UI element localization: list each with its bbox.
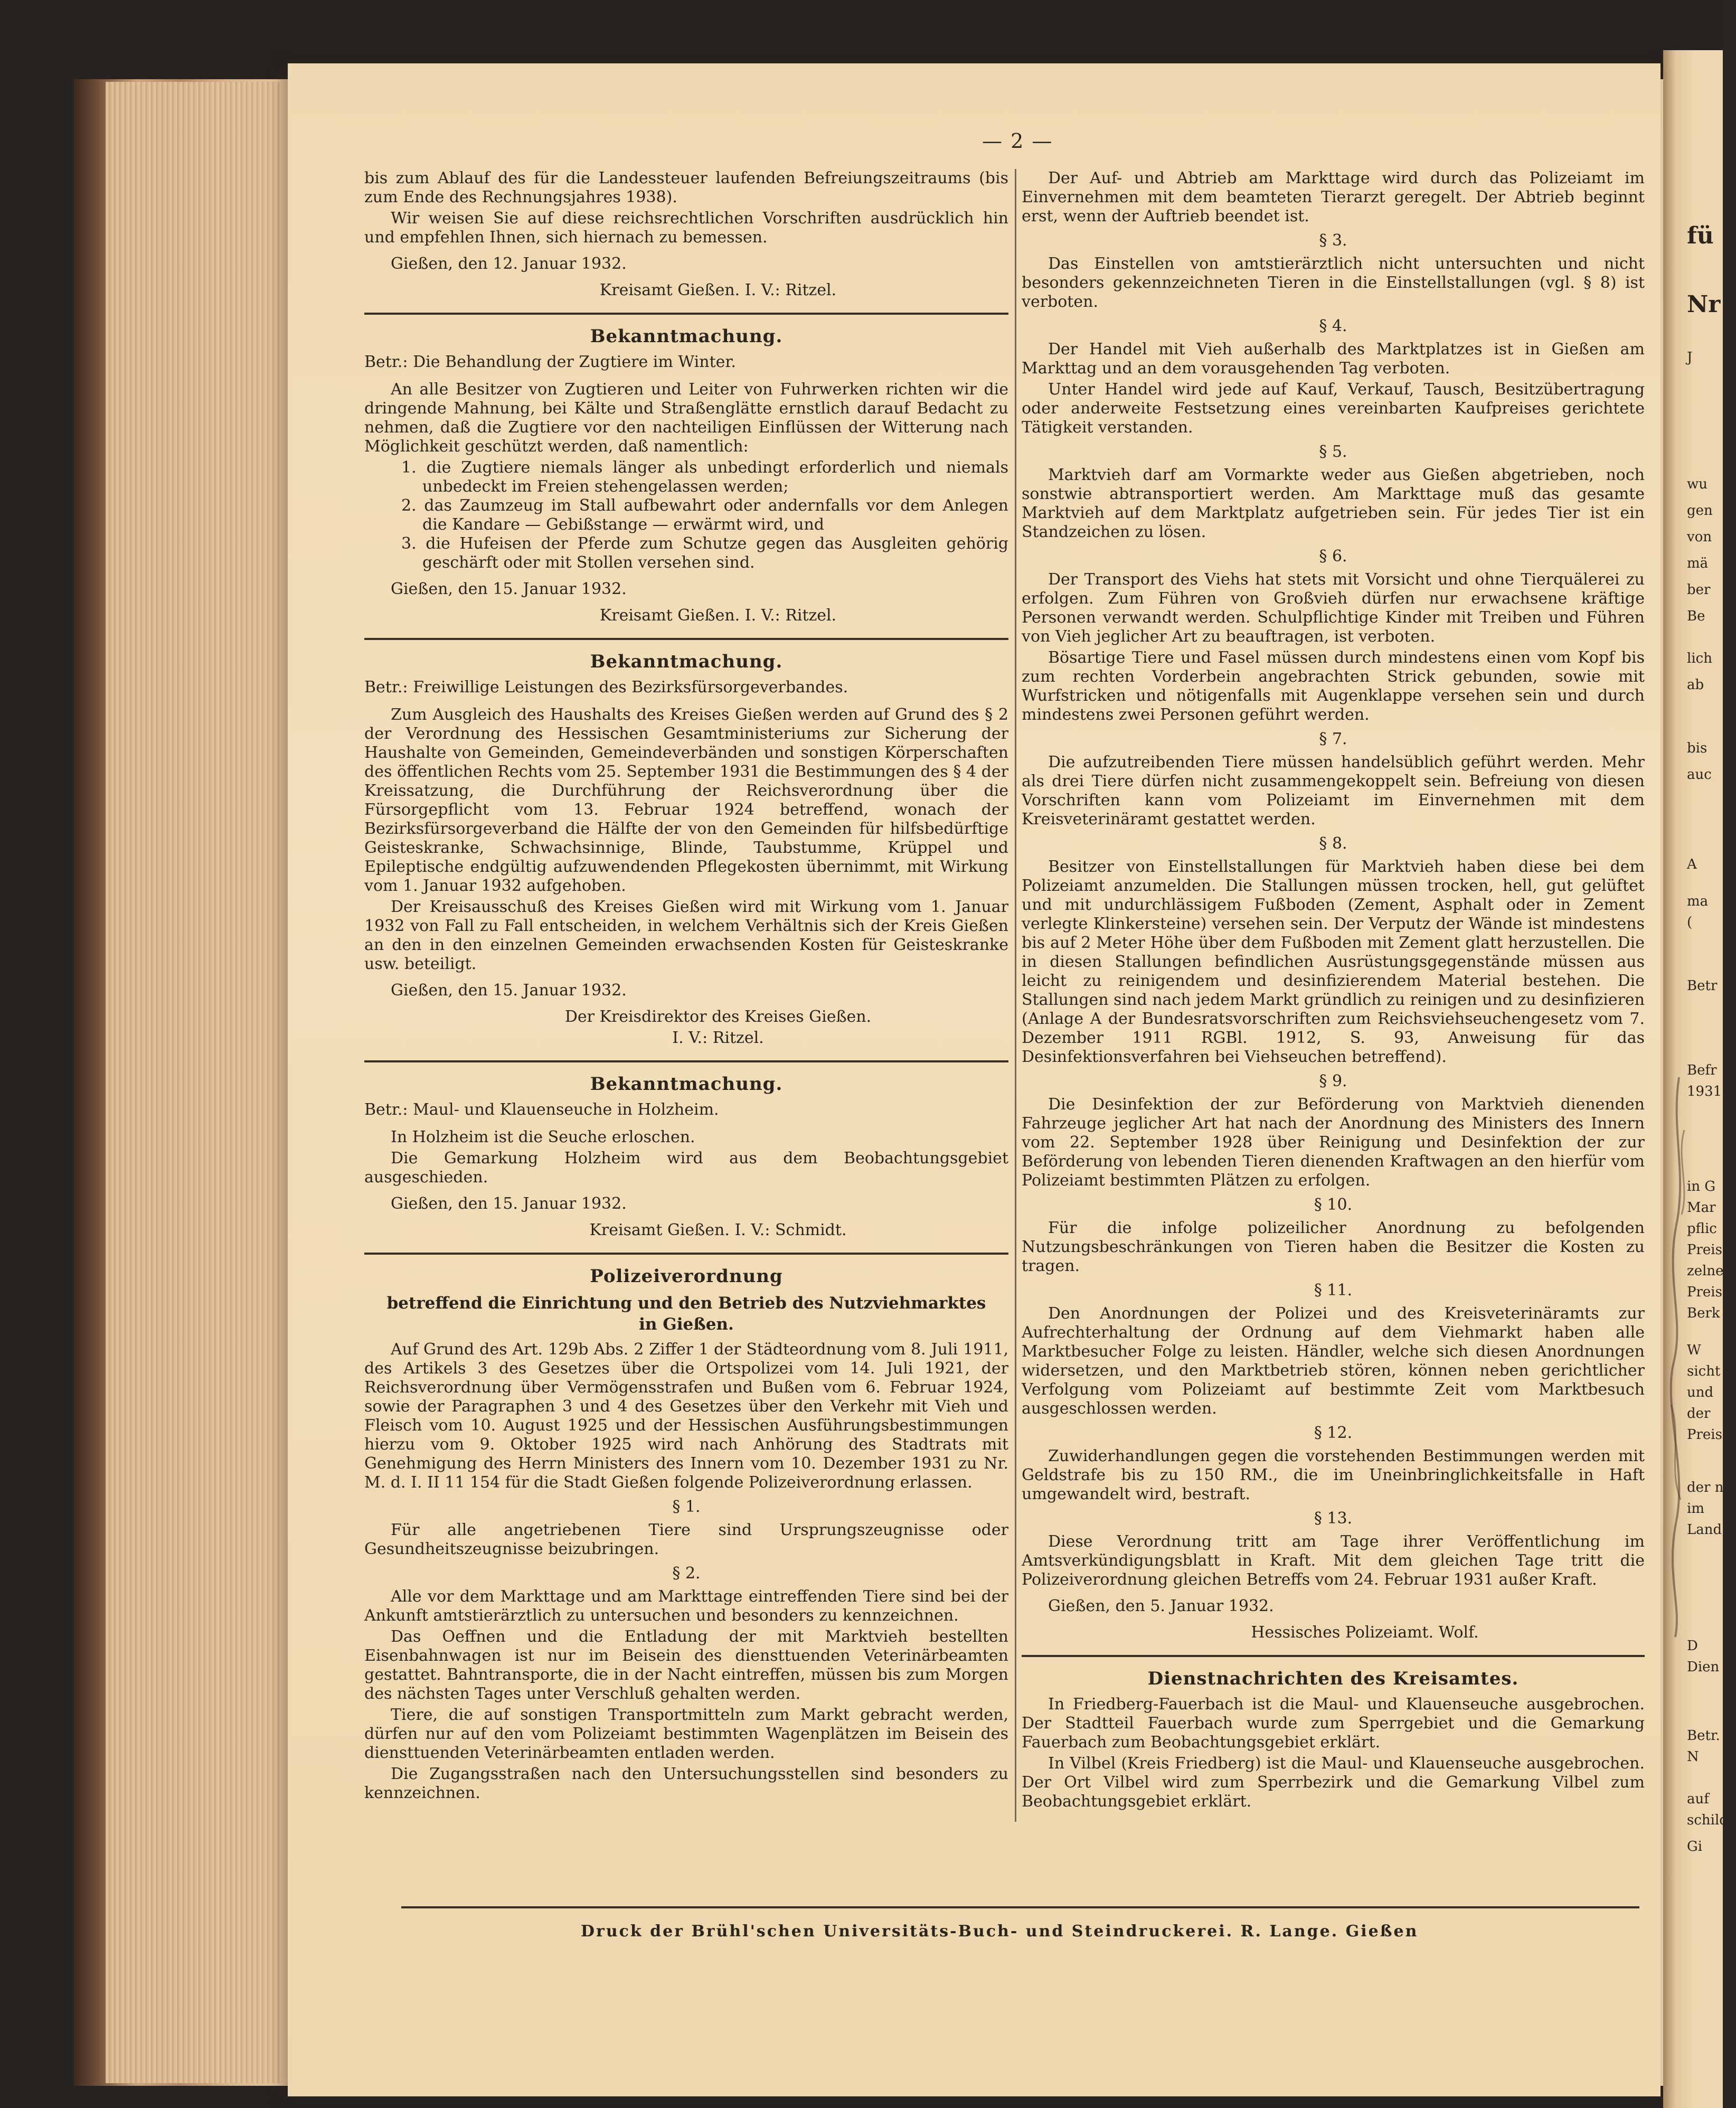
section-text: Tiere, die auf sonstigen Transportmitteln zum Markt gebracht werden, dürfen nur auf den vom Polizeiamt bestimmten Wagenplätzen im Beisein des diensttuenden Veterinärbeamten entladen werden. bbox=[364, 1706, 1008, 1762]
notice-signature: Kreisamt Gießen. I. V.: Ritzel. bbox=[599, 281, 837, 299]
next-page-fragment: Berk bbox=[1687, 1305, 1720, 1321]
next-page-fragment: zelne bbox=[1687, 1263, 1724, 1279]
section-number: § 7. bbox=[1319, 730, 1347, 748]
next-page-fragment: D bbox=[1687, 1638, 1698, 1654]
next-page-fragment: ma bbox=[1687, 893, 1709, 909]
next-page-fragment: Preis bbox=[1687, 1242, 1722, 1258]
notice-paragraph: An alle Besitzer von Zugtieren und Leiter von Fuhrwerken richten wir die dringende Mahnung, bei Kälte und Straßenglätte ernstlich darauf Bedacht zu nehmen, daß die Zugtiere vor den nachteiligen Einflüssen der Witterung nach Möglichkeit geschützt werden, daß namentlich: bbox=[364, 380, 1008, 456]
notice-fuersorge bbox=[364, 651, 1008, 1048]
next-page-fragment: fü bbox=[1687, 222, 1714, 249]
notice-subject: Betr.: Maul- und Klauenseuche in Holzheim. bbox=[364, 1100, 719, 1119]
section-number: § 8. bbox=[1319, 834, 1347, 853]
left-column bbox=[364, 169, 1008, 1805]
section-number: § 1. bbox=[672, 1498, 701, 1516]
notice-date: Gießen, den 15. Januar 1932. bbox=[391, 1194, 627, 1213]
section-text: Den Anordnungen der Polizei und des Kreisveterinäramts zur Aufrechterhaltung der Ordnung auf dem Viehmarkt haben alle Marktbesucher Folge zu leisten. Händler, welche sich diesen Anordnungen widersetzen, und den Marktbetrieb stören, können neben gerichtlicher Verfolgung vom Polizeiamt auf bestimmte Zeit vom Marktbesuch ausgeschlossen werden. bbox=[1022, 1304, 1645, 1418]
right-column bbox=[1022, 169, 1645, 1813]
section-text: Diese Verordnung tritt am Tage ihrer Veröffentlichung im Amtsverkündigungsblatt in Kraft. Mit dem gleichen Tage tritt die Polizeiverordnung gleichen Betreffs vom 24. Februar 1931 außer Kraft. bbox=[1022, 1532, 1645, 1589]
section-text: Die Zugangsstraßen nach den Untersuchungsstellen sind besonders zu kennzeichnen. bbox=[364, 1765, 1008, 1802]
page-edges-stack bbox=[106, 82, 280, 2083]
ordinance-date: Gießen, den 5. Januar 1932. bbox=[1048, 1597, 1274, 1615]
list-item: 2. das Zaumzeug im Stall aufbewahrt oder andernfalls vor dem Anlegen die Kandare — Gebißstange — erwärmt wird, und bbox=[401, 496, 1008, 534]
next-page-fragment: W bbox=[1687, 1342, 1701, 1358]
section-text: Marktvieh darf am Vormarkte weder aus Gießen abgetrieben, noch sonstwie abtransportiert werden. Am Markttage muß das gesamte Marktvieh auf dem Marktplatz aufgetrieben sein. Für jedes Tier ist ein Standzeichen zu lösen. bbox=[1022, 466, 1645, 541]
section-divider bbox=[364, 1253, 1008, 1255]
ordinance-signature: Hessisches Polizeiamt. Wolf. bbox=[1251, 1623, 1479, 1642]
notice-heading: Bekanntmachung. bbox=[590, 326, 783, 347]
next-page-fragment: Betr. bbox=[1687, 1728, 1720, 1744]
ordinance-subheading: betreffend die Einrichtung und den Betrieb des Nutzviehmarktes bbox=[386, 1294, 986, 1313]
next-page-fragment: Be bbox=[1687, 608, 1705, 624]
ordinance-preamble: Auf Grund des Art. 129b Abs. 2 Ziffer 1 der Städteordnung vom 8. Juli 1911, des Artikels 3 des Gesetzes über die Ortspolizei vom 14. Juli 1921, der Reichsverordnung über Vermögensstrafen und Bußen vom 6. Februar 1924, sowie der Paragraphen 3 und 4 des Gesetzes über den Verkehr mit Vieh und Fleisch vom 10. August 1925 und der Hessischen Ausführungsbestimmungen hierzu vom 9. Oktober 1925 wird nach Anhörung des Stadtrats mit Genehmigung des Herrn Ministers des Innern vom 10. Dezember 1931 zu Nr. M. d. I. II 11 154 für die Stadt Gießen folgende Polizeiverordnung erlassen. bbox=[364, 1340, 1008, 1492]
section-text: Alle vor dem Markttage und am Markttage eintreffenden Tiere sind bei der Ankunft amtstierärztlich zu untersuchen und besonders zu kennzeichnen. bbox=[364, 1587, 1008, 1625]
section-text: Das Einstellen von amtstierärztlich nicht untersuchten und nicht besonders gekennzeichneten Tieren in die Einstellstallungen (vgl. § 8) ist verboten. bbox=[1022, 255, 1645, 311]
notice-seuche bbox=[364, 1073, 1008, 1240]
next-page-fragment: der bbox=[1687, 1406, 1711, 1422]
notice-signature: Der Kreisdirektor des Kreises Gießen. bbox=[564, 1008, 872, 1026]
next-page-fragment: der n bbox=[1687, 1480, 1724, 1495]
next-page-fragment: schilde bbox=[1687, 1812, 1736, 1828]
next-page-fragment: gen bbox=[1687, 503, 1713, 519]
intro-paragraph: Wir weisen Sie auf diese reichsrechtlichen Vorschriften ausdrücklich hin und empfehlen Ihnen, sich hiernach zu bemessen. bbox=[364, 209, 1008, 247]
section-number: § 2. bbox=[672, 1564, 701, 1583]
next-page-fragment: N bbox=[1687, 1749, 1699, 1765]
next-page-fragment: von bbox=[1687, 529, 1712, 545]
column-divider bbox=[1015, 169, 1016, 1822]
section-text: Die Desinfektion der zur Beförderung von Marktvieh dienenden Fahrzeuge jeglicher Art hat nach der Anordnung des Ministers des Innern vom 22. September 1928 über Reinigung und Desinfektion der zur Beförderung von lebenden Tieren dienenden Kraftwagen an den hierfür vom Polizeiamt bestimmten Plätzen zu erfolgen. bbox=[1022, 1095, 1645, 1190]
next-page-fragment: bis bbox=[1687, 740, 1707, 756]
notice-subject: Betr.: Die Behandlung der Zugtiere im Winter. bbox=[364, 353, 736, 371]
next-page-fragment: Preis bbox=[1687, 1284, 1722, 1300]
ordinance-subheading: in Gießen. bbox=[639, 1315, 734, 1334]
section-text: Die aufzutreibenden Tiere müssen handelsüblich geführt werden. Mehr als drei Tiere dürfen nicht zusammengekoppelt sein. Befreiung von diesen Vorschriften kann vom Polizeiamt im Einvernehmen mit dem Kreisveterinäramt gestattet werden. bbox=[1022, 753, 1645, 829]
next-page-fragment: J bbox=[1687, 350, 1693, 365]
section-number: § 5. bbox=[1319, 443, 1347, 461]
notice-signature: Kreisamt Gießen. I. V.: Schmidt. bbox=[589, 1221, 847, 1239]
page-number: — 2 — bbox=[982, 129, 1053, 153]
section-number: § 12. bbox=[1314, 1424, 1353, 1442]
next-page-fragment: sicht bbox=[1687, 1363, 1721, 1379]
section-number: § 13. bbox=[1314, 1509, 1353, 1528]
next-page-fragment: Dien bbox=[1687, 1659, 1720, 1675]
next-page-fragment: und bbox=[1687, 1385, 1714, 1400]
section-divider bbox=[364, 1060, 1008, 1062]
list-item: 3. die Hufeisen der Pferde zum Schutze gegen das Ausgleiten gehörig geschärft oder mit Stollen versehen sind. bbox=[401, 534, 1008, 572]
handwritten-marginal-note bbox=[1660, 1067, 1697, 1648]
section-text: Der Transport des Viehs hat stets mit Vorsicht und ohne Tierquälerei zu erfolgen. Zum Führen von Großvieh dürfen nur erwachsene kräftige Personen verwandt werden. Schulpflichtige Kinder mit Treiben und Führen von Vieh jeglicher Art zu beauftragen, ist verboten. bbox=[1022, 570, 1645, 646]
next-page-fragment: in G bbox=[1687, 1179, 1716, 1194]
section-number: § 6. bbox=[1319, 547, 1347, 566]
next-page-fragment: Betr bbox=[1687, 978, 1718, 994]
section-number: § 9. bbox=[1319, 1072, 1347, 1090]
section-divider bbox=[1022, 1655, 1645, 1657]
notice-date: Gießen, den 15. Januar 1932. bbox=[391, 981, 627, 1000]
section-text: Besitzer von Einstellstallungen für Marktvieh haben diese bei dem Polizeiamt anzumelden. Die Stallungen müssen trocken, hell, gut gelüftet und mit undurchlässigem Fußboden (Zement, Asphalt oder in Zement verlegte Klinkersteine) versehen sein. Der Verputz der Wände ist mindestens bis auf 2 Meter Höhe über dem Fußboden mit Zement glatt herzustellen. Die in diesen Stallungen befindlichen Ausrüstungsgegenstände müssen aus leicht zu reinigendem und desinfizierendem Material bestehen. Die Stallungen sind nach jedem Markt gründlich zu reinigen und zu desinfizieren (Anlage A der Bundesratsvorschriften zum Reichsviehseuchengesetz vom 7. Dezember 1911 RGBl. 1912, S. 93, Anweisung für das Desinfektionsverfahren bei Viehseuchen betreffend). bbox=[1022, 858, 1645, 1066]
notice-date: Gießen, den 12. Januar 1932. bbox=[391, 255, 627, 273]
police-ordinance bbox=[364, 1265, 1008, 1803]
section-divider bbox=[364, 638, 1008, 640]
list-item: 1. die Zugtiere niemals länger als unbedingt erforderlich und niemals unbedeckt im Freien stehengelassen werden; bbox=[401, 458, 1008, 496]
service-news-heading: Dienstnachrichten des Kreisamtes. bbox=[1147, 1668, 1519, 1689]
notice-paragraph: In Holzheim ist die Seuche erloschen. bbox=[391, 1128, 695, 1146]
ordinance-heading: Polizeiverordnung bbox=[590, 1266, 783, 1287]
section-number: § 10. bbox=[1314, 1196, 1353, 1214]
imprint-divider bbox=[401, 1906, 1639, 1908]
section-text: Für alle angetriebenen Tiere sind Ursprungszeugnisse oder Gesundheitszeugnisse beizubringen. bbox=[364, 1521, 1008, 1558]
next-page-fragment: Nr bbox=[1687, 291, 1721, 318]
next-page-fragment: Gi bbox=[1687, 1839, 1703, 1855]
next-page-fragment: mä bbox=[1687, 556, 1709, 571]
section-divider bbox=[364, 313, 1008, 315]
section-number: § 4. bbox=[1319, 317, 1347, 335]
next-page-fragment: ber bbox=[1687, 582, 1711, 598]
next-page-fragment: 1931 bbox=[1687, 1084, 1722, 1099]
printer-imprint: Druck der Brühl'schen Universitäts-Buch- und Steindruckerei. R. Lange. Gießen bbox=[581, 1922, 1419, 1941]
section-text: Bösartige Tiere und Fasel müssen durch mindestens einen vom Kopf bis zum rechten Vorderbein angebrachten Strick gebunden, sowie mit Wurfstricken und nötigenfalls mit Augenklappe versehen sein und durch mindestens zwei Personen geführt werden. bbox=[1022, 648, 1645, 724]
section-text: Zuwiderhandlungen gegen die vorstehenden Bestimmungen werden mit Geldstrafe bis zu 150 RM., die im Uneinbringlichkeitsfalle in Haft umgewandelt wird, bestraft. bbox=[1022, 1447, 1645, 1503]
service-news-paragraph: In Vilbel (Kreis Friedberg) ist die Maul- und Klauenseuche ausgebrochen. Der Ort Vilbel wird zum Sperrbezirk und die Gemarkung Vilbel zum Beobachtungsgebiet erklärt. bbox=[1022, 1754, 1645, 1811]
section-text: Das Oeffnen und die Entladung der mit Marktvieh bestellten Eisenbahnwagen ist nur im Beisein des diensttuenden Veterinärbeamten gestattet. Bahntransporte, die in der Nacht eintreffen, müssen bis zum Morgen des nächsten Tages unter Verschluß gehalten werden. bbox=[364, 1627, 1008, 1703]
next-page-fragment: Mar bbox=[1687, 1200, 1716, 1216]
section-number: § 11. bbox=[1314, 1281, 1353, 1300]
notice-signature: Kreisamt Gießen. I. V.: Ritzel. bbox=[599, 606, 837, 625]
next-page-fragment: wu bbox=[1687, 476, 1707, 492]
notice-heading: Bekanntmachung. bbox=[590, 1074, 783, 1095]
section-text: Der Handel mit Vieh außerhalb des Marktplatzes ist in Gießen am Markttag und an dem vorausgehenden Tag verboten. bbox=[1022, 340, 1645, 378]
next-page-fragment: auc bbox=[1687, 767, 1712, 783]
notice-subject: Betr.: Freiwillige Leistungen des Bezirksfürsorgeverbandes. bbox=[364, 678, 848, 697]
intro-section bbox=[364, 169, 1008, 300]
notice-paragraph: Zum Ausgleich des Haushalts des Kreises Gießen werden auf Grund des § 2 der Verordnung des Hessischen Gesamtministeriums zur Sicherung der Haushalte von Gemeinden, Gemeindeverbänden und sonstigen Körperschaften des öffentlichen Rechts vom 25. September 1931 die Bestimmungen des § 4 der Kreissatzung, die Durchführung der Reichsverordnung über die Fürsorgepflicht vom 13. Februar 1924 betreffend, wonach der Bezirksfürsorgeverband die Hälfte der von den Gemeinden für hilfsbedürftige Geisteskranke, Schwachsinnige, Blinde, Taubstumme, Krüppel und Epileptische endgültig aufzuwendenden Pflegekosten übernimmt, mit Wirkung vom 1. Januar 1932 aufgehoben. bbox=[364, 705, 1008, 895]
next-page-fragment: pflic bbox=[1687, 1221, 1717, 1237]
next-page-fragment: im bbox=[1687, 1501, 1704, 1517]
next-page-fragment: Preis bbox=[1687, 1427, 1722, 1443]
next-page-fragment: Land bbox=[1687, 1522, 1722, 1538]
notice-signature: I. V.: Ritzel. bbox=[672, 1029, 764, 1047]
notice-paragraph: Die Gemarkung Holzheim wird aus dem Beobachtungsgebiet ausgeschieden. bbox=[364, 1149, 1008, 1187]
next-page-fragment: auf bbox=[1687, 1791, 1709, 1807]
section-text: Unter Handel wird jede auf Kauf, Verkauf, Tausch, Besitzübertragung oder anderweite Festsetzung eines vereinbarten Kaufpreises gerichtete Tätigkeit verstanden. bbox=[1022, 380, 1645, 437]
notice-paragraph: Der Kreisausschuß des Kreises Gießen wird mit Wirkung vom 1. Januar 1932 von Fall zu Fall entscheiden, in welchem Verhältnis sich der Kreis Gießen an den in den einzelnen Gemeinden erwachsenden Kosten für Geisteskranke usw. beteiligt. bbox=[364, 898, 1008, 973]
section-text: Der Auf- und Abtrieb am Markttage wird durch das Polizeiamt im Einvernehmen mit dem beamteten Tierarzt geregelt. Der Abtrieb beginnt erst, wenn der Auftrieb beendet ist. bbox=[1022, 169, 1645, 225]
section-text: Für die infolge polizeilicher Anordnung zu befolgenden Nutzungsbeschränkungen von Tieren haben die Besitzer die Kosten zu tragen. bbox=[1022, 1219, 1645, 1275]
next-page-fragment: A bbox=[1687, 857, 1697, 872]
next-page-fragment: ( bbox=[1687, 915, 1693, 930]
next-page-fragment: ab bbox=[1687, 677, 1704, 693]
section-number: § 3. bbox=[1319, 231, 1347, 250]
next-page-fragment: Befr bbox=[1687, 1062, 1717, 1078]
notice-date: Gießen, den 15. Januar 1932. bbox=[391, 580, 627, 598]
service-news-paragraph: In Friedberg-Fauerbach ist die Maul- und Klauenseuche ausgebrochen. Der Stadtteil Fauerbach wurde zum Sperrgebiet und die Gemarkung Fauerbach zum Beobachtungsgebiet erklärt. bbox=[1022, 1695, 1645, 1752]
notice-zugtiere bbox=[364, 325, 1008, 625]
notice-heading: Bekanntmachung. bbox=[590, 651, 783, 672]
next-page-fragment: lich bbox=[1687, 651, 1712, 666]
intro-paragraph: bis zum Ablauf des für die Landessteuer laufenden Befreiungszeitraums (bis zum Ende des Rechnungsjahres 1938). bbox=[364, 169, 1008, 206]
